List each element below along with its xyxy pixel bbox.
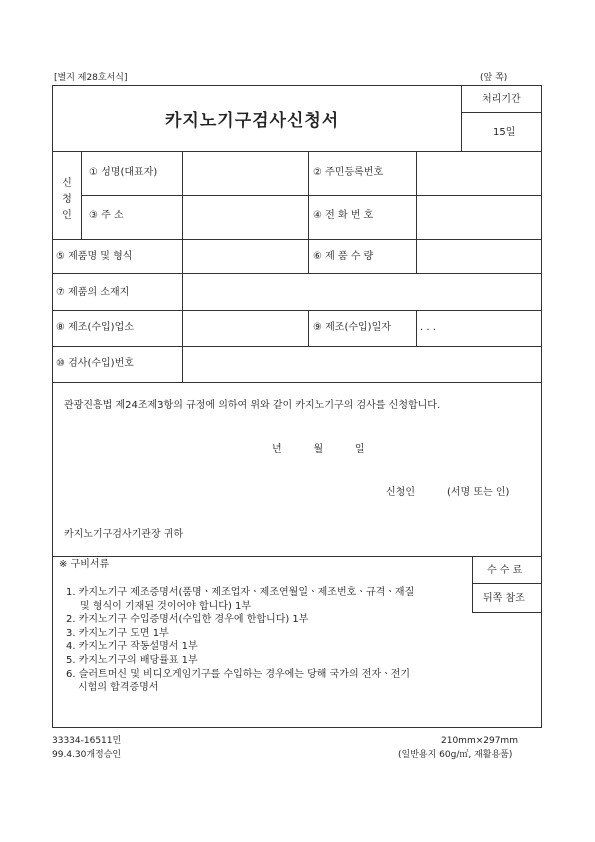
applicant-sign-label: 신청인 — [386, 487, 415, 498]
address-field[interactable] — [184, 197, 306, 237]
mfg-date-field[interactable]: . . . — [420, 322, 436, 333]
paper-size: 210mm×297mm — [441, 736, 518, 746]
sign-or-seal-label: (서명 또는 인) — [447, 487, 510, 498]
fee-label: 수 수 료 — [487, 565, 523, 576]
form-title: 카지노기구검사신청서 — [165, 111, 340, 131]
product-name-label: ⑤ 제품명 및 형식 — [56, 251, 133, 262]
list-item: 2. 카지노기구 수입증명서(수입한 경우에 한합니다) 1부 — [66, 614, 309, 626]
required-docs-heading: ※ 구비서류 — [59, 559, 110, 570]
product-qty-label: ⑥ 제 품 수 량 — [313, 251, 374, 262]
applicant-char-1: 신 — [62, 178, 72, 189]
inspection-no-label: ⑩ 검사(수입)번호 — [56, 358, 134, 369]
resident-no-field[interactable] — [418, 153, 540, 193]
form-number: [별지 제28호서식] — [54, 73, 128, 83]
processing-period-value: 15일 — [493, 127, 516, 138]
product-name-field[interactable] — [184, 241, 306, 271]
applicant-char-3: 인 — [62, 210, 72, 221]
approval-date: 99.4.30개정승인 — [52, 750, 122, 760]
list-item: 1. 카지노기구 제조증명서(품명ㆍ제조업자ㆍ제조연월일ㆍ제조번호ㆍ규격ㆍ재질 — [66, 587, 415, 598]
list-item: 및 형식이 기재된 것이어야 합니다) 1부 — [80, 600, 252, 612]
form-code: 33334-16511민 — [52, 736, 122, 746]
processing-period-label: 처리기간 — [482, 94, 521, 105]
recipient: 카지노기구검사기관장 귀하 — [64, 529, 184, 540]
resident-no-label: ② 주민등록번호 — [313, 167, 384, 178]
statement-text: 관광진흥법 제24조제3항의 규정에 의하여 위와 같이 카지노기구의 검사를 신청합니다. — [64, 400, 441, 411]
phone-field[interactable] — [418, 197, 540, 237]
product-qty-field[interactable] — [418, 241, 540, 271]
manufacturer-label: ⑧ 제조(수입)업소 — [56, 322, 134, 333]
list-item: 6. 슬러트머신 및 비디오게임기구를 수입하는 경우에는 당해 국가의 전자ㆍ전기 — [66, 668, 411, 680]
required-docs-list — [66, 586, 476, 695]
phone-label: ④ 전 화 번 호 — [313, 210, 374, 221]
list-item: 4. 카지노기구 작동설명서 1부 — [66, 641, 198, 653]
name-field[interactable] — [184, 153, 306, 193]
inspection-no-field[interactable] — [184, 348, 540, 380]
manufacturer-field[interactable] — [184, 312, 306, 344]
list-item: 5. 카지노기구의 배당률표 1부 — [66, 654, 198, 666]
list-item: 시험의 합격증명서 — [78, 682, 159, 694]
paper-type: (일반용지 60g/㎡, 재활용품) — [398, 750, 513, 760]
mfg-date-label: ⑨ 제조(수입)일자 — [313, 322, 391, 333]
location-label: ⑦ 제품의 소재지 — [56, 287, 130, 298]
date-line: 년 월 일 — [272, 444, 365, 455]
list-item: 3. 카지노기구 도면 1부 — [66, 627, 169, 639]
fee-value: 뒤쪽 참조 — [483, 593, 525, 604]
address-label: ③ 주 소 — [89, 210, 124, 221]
applicant-label — [60, 176, 74, 224]
name-label: ① 성명(대표자) — [89, 167, 158, 178]
location-field[interactable] — [184, 275, 540, 308]
applicant-char-2: 청 — [62, 194, 72, 205]
page-side-label: (앞 쪽) — [480, 73, 508, 83]
